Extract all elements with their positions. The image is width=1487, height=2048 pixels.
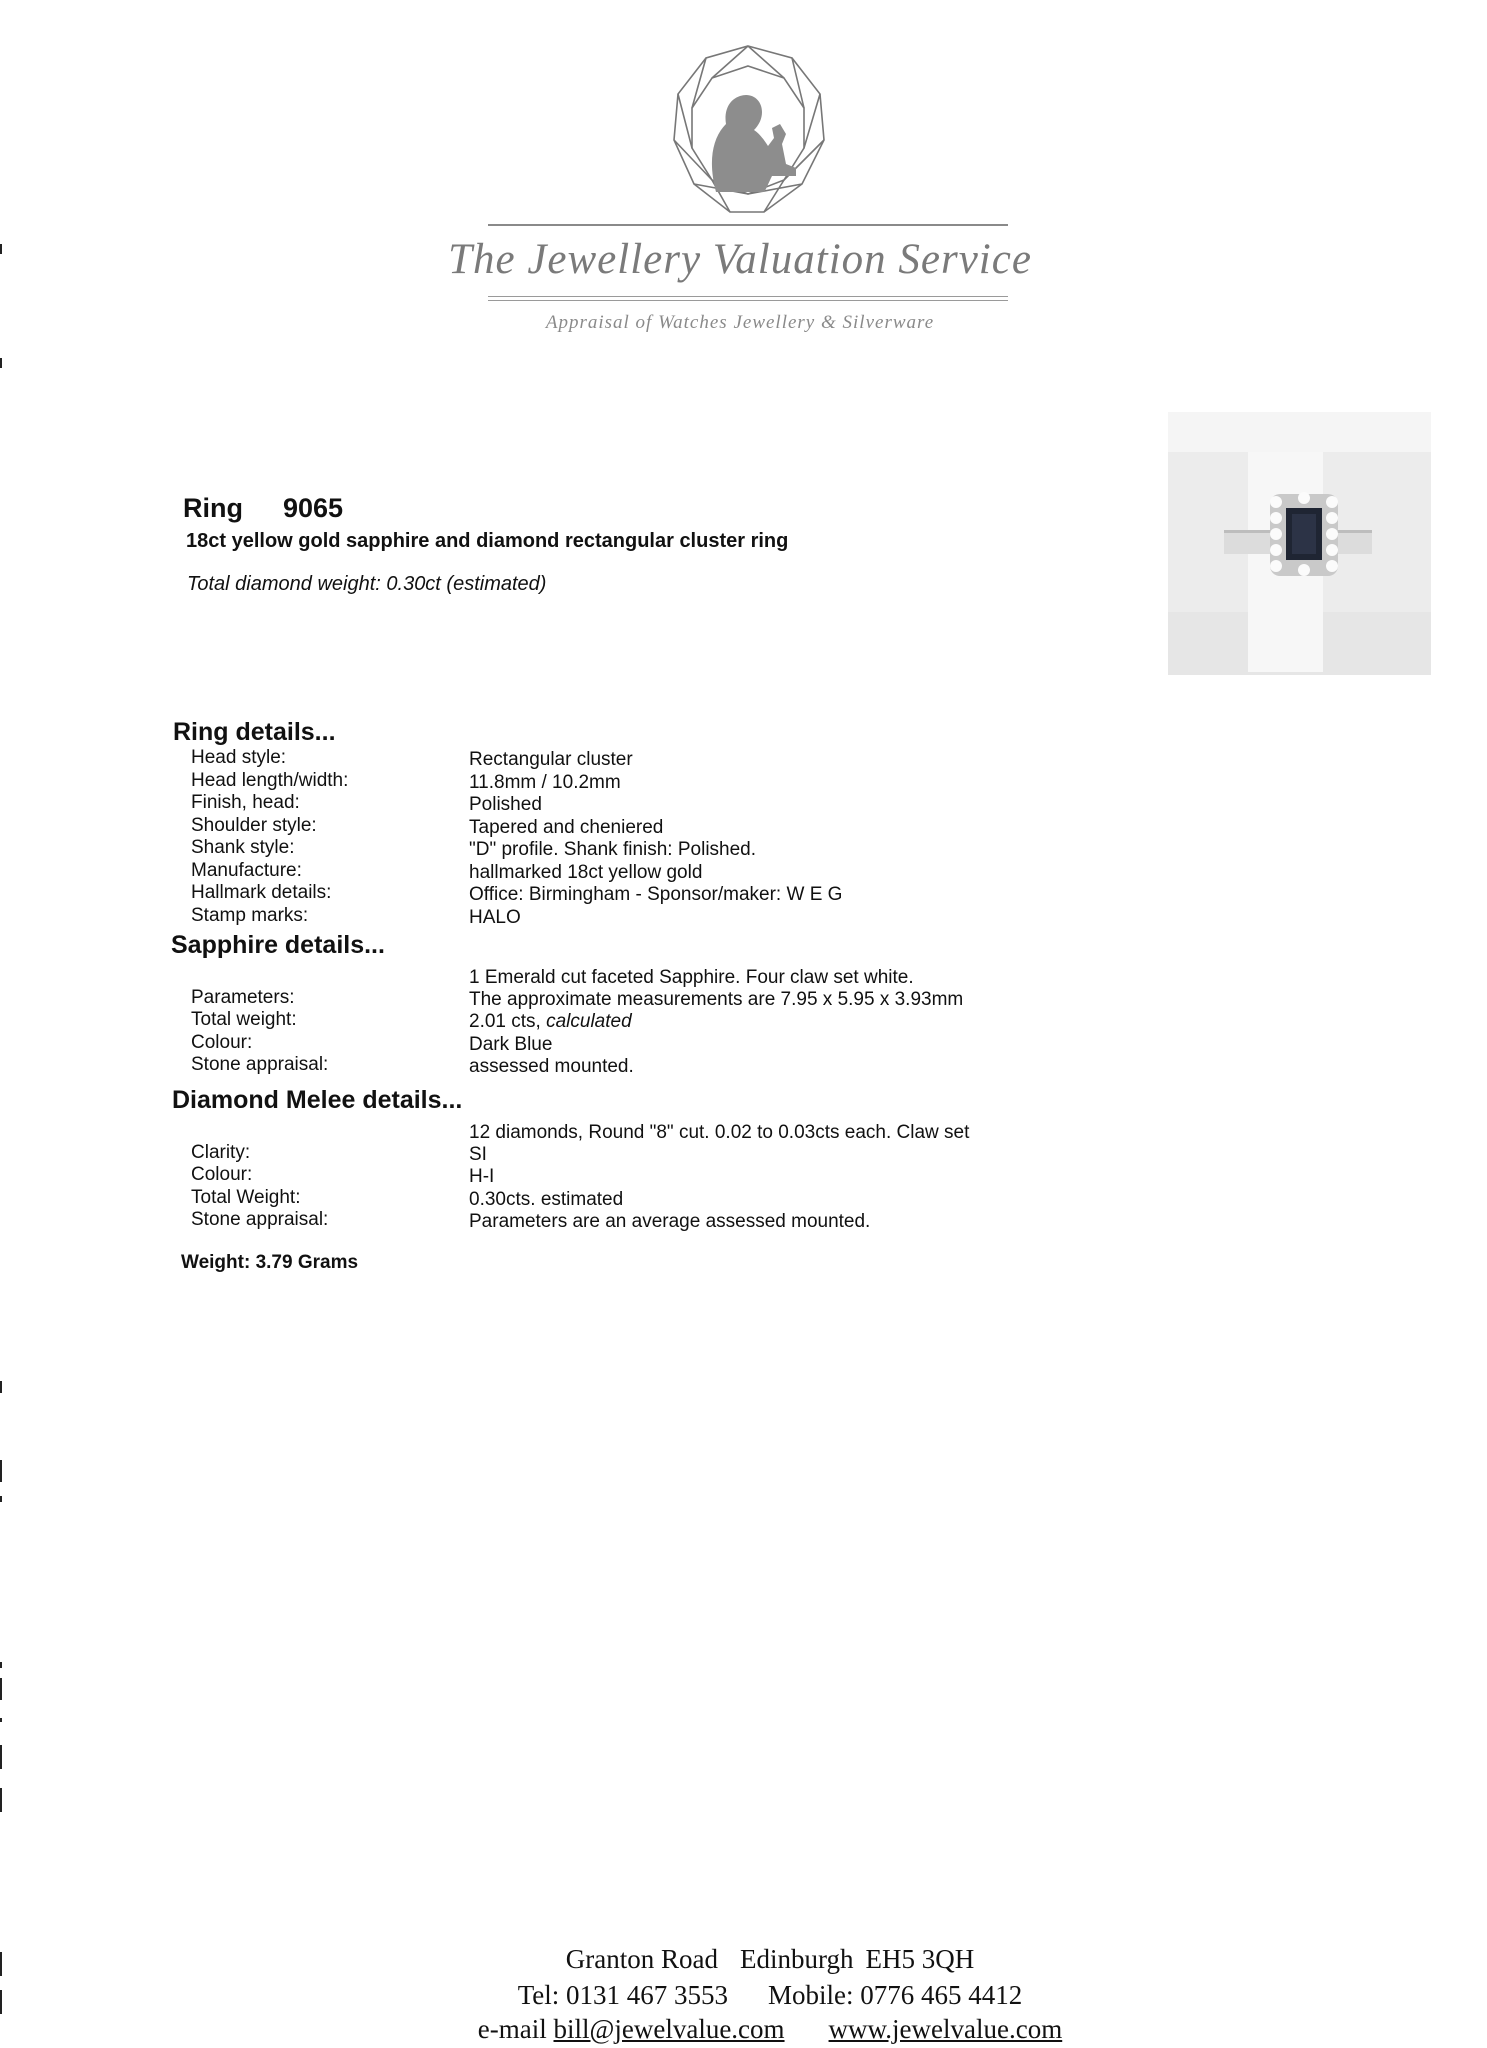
scan-edge-mark (0, 1496, 2, 1502)
footer-address (420, 1944, 1120, 1975)
company-name: The Jewellery Valuation Service (448, 236, 1032, 283)
detail-value (469, 1033, 552, 1056)
header-rule-top (488, 224, 1008, 226)
detail-value (469, 883, 842, 906)
detail-label: Colour: (191, 1164, 253, 1186)
detail-value-text: Rectangular cluster (469, 749, 633, 770)
footer-tel: Tel: 0131 467 3553 (517, 1980, 729, 2010)
detail-value (469, 1143, 487, 1166)
detail-value (469, 816, 663, 839)
detail-value (469, 748, 633, 771)
footer-mobile: Mobile: 0776 465 4412 (768, 1980, 1023, 2010)
detail-label: Colour: (191, 1031, 253, 1053)
scan-edge-mark (0, 1788, 2, 1812)
detail-label: Parameters: (191, 987, 295, 1008)
footer-street: Granton Road (565, 1944, 718, 1974)
item-weight: Weight: 3.79 Grams (181, 1252, 359, 1273)
detail-value-text: H-I (469, 1166, 495, 1188)
detail-value (469, 793, 542, 816)
detail-value-text: Dark Blue (469, 1033, 553, 1055)
detail-label: Shank style: (191, 837, 295, 858)
detail-label: Hallmark details: (191, 882, 332, 903)
scan-edge-mark (0, 1990, 2, 2014)
footer-phones (420, 1980, 1120, 2011)
detail-value-text: 0.30cts. estimated (469, 1188, 624, 1210)
scan-edge-mark (0, 1952, 2, 1976)
item-total-diamond-weight: Total diamond weight: 0.30ct (estimated) (187, 573, 547, 595)
detail-value-text: "D" profile. Shank finish: Polished. (469, 839, 757, 860)
scan-edge-mark (0, 1718, 2, 1722)
detail-value-text: The approximate measurements are 7.95 x 5.95 x 3.93mm (469, 989, 964, 1010)
scan-edge-mark (0, 1662, 2, 1668)
footer-email-label: e-mail (477, 2014, 547, 2044)
detail-value (469, 771, 621, 794)
detail-value (469, 1165, 494, 1188)
detail-value (469, 988, 963, 1011)
jeweller-at-microscope-icon (668, 42, 828, 222)
item-type: Ring (183, 493, 243, 523)
footer-contact (420, 2014, 1120, 2045)
detail-value-text: assessed mounted. (469, 1055, 634, 1077)
detail-value-text: hallmarked 18ct yellow gold (469, 861, 703, 883)
detail-value-text: SI (469, 1144, 487, 1165)
detail-label: Clarity: (191, 1142, 251, 1163)
detail-label: Stone appraisal: (191, 1053, 329, 1075)
detail-label: Manufacture: (191, 859, 302, 881)
diamond-intro: 12 diamonds, Round "8" cut. 0.02 to 0.03cts each. Claw set (469, 1122, 970, 1143)
ring-photo (1168, 412, 1431, 675)
detail-label: Shoulder style: (191, 814, 317, 836)
company-logo (668, 42, 828, 222)
detail-label: Total Weight: (191, 1186, 301, 1208)
ring-details-heading: Ring details... (173, 718, 336, 746)
item-title (183, 493, 343, 524)
company-tagline: Appraisal of Watches Jewellery & Silverware (545, 312, 935, 333)
scan-edge-mark (0, 1678, 2, 1700)
item-description: 18ct yellow gold sapphire and diamond rectangular cluster ring (186, 530, 789, 552)
detail-value-text: 2.01 cts, (469, 1011, 541, 1033)
detail-label: Stone appraisal: (191, 1208, 329, 1230)
detail-value-text: Tapered and cheniered (469, 816, 664, 838)
scan-edge-mark (0, 244, 2, 254)
scan-edge-mark (0, 1460, 2, 1482)
detail-value-text: 11.8mm / 10.2mm (469, 771, 621, 793)
detail-label: Head length/width: (191, 769, 349, 791)
item-number: 9065 (283, 493, 344, 523)
detail-value-text: HALO (469, 906, 521, 928)
detail-value (469, 838, 756, 861)
scan-edge-mark (0, 358, 2, 368)
detail-value (469, 861, 702, 884)
diamond-details-heading: Diamond Melee details... (172, 1086, 463, 1114)
scan-edge-mark (0, 1381, 2, 1393)
detail-value (469, 1055, 634, 1078)
footer-website-link[interactable]: www.jewelvalue.com (828, 2014, 1063, 2044)
sapphire-details-heading: Sapphire details... (171, 931, 385, 959)
detail-value-text: Parameters are an average assessed mounted. (469, 1210, 871, 1232)
ring-photo-icon (1168, 412, 1431, 675)
detail-value (469, 1010, 632, 1033)
detail-label: Head style: (191, 747, 287, 768)
footer-email-link[interactable]: bill@jewelvalue.com (553, 2014, 785, 2044)
detail-value-text: Polished (469, 794, 542, 815)
detail-value (469, 1188, 623, 1211)
detail-value (469, 1210, 870, 1233)
sapphire-intro: 1 Emerald cut faceted Sapphire. Four claw set white. (469, 967, 914, 988)
detail-label: Total weight: (191, 1009, 297, 1031)
detail-value (469, 906, 521, 929)
detail-label: Stamp marks: (191, 904, 309, 926)
footer-city: Edinburgh (739, 1944, 854, 1974)
scan-edge-mark (0, 1745, 2, 1769)
header-rule-bottom-2 (488, 300, 1008, 301)
header-rule-bottom (488, 296, 1008, 297)
detail-value-note: calculated (546, 1011, 632, 1033)
detail-label: Finish, head: (191, 792, 300, 813)
detail-value-text: Office: Birmingham - Sponsor/maker: W E G (469, 884, 843, 905)
footer-postcode: EH5 3QH (865, 1944, 975, 1974)
